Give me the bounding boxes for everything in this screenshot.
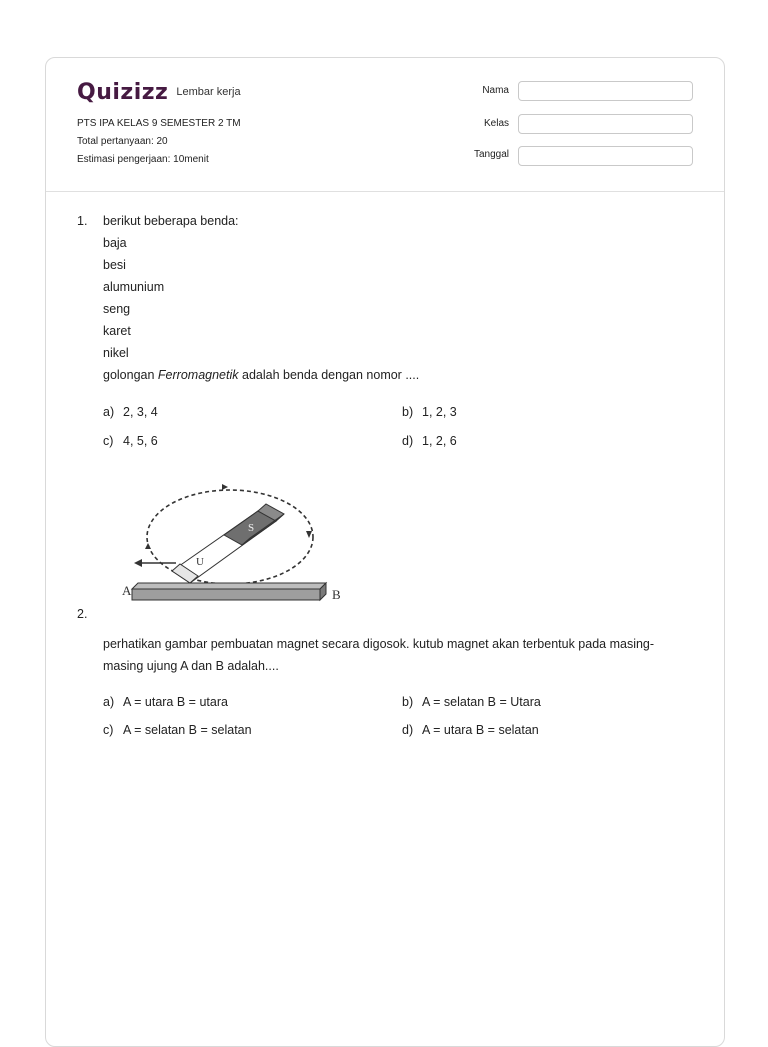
worksheet-header — [46, 58, 724, 192]
total-questions: Total pertanyaan: 20 — [77, 136, 168, 147]
prompt-text: golongan — [103, 368, 158, 382]
question-1-line: seng — [103, 302, 131, 316]
question-1-line: karet — [103, 324, 131, 338]
option-text: 4, 5, 6 — [123, 434, 158, 448]
q2-option-d[interactable] — [402, 723, 539, 737]
date-field[interactable] — [518, 146, 693, 166]
magnet-rubbing-diagram — [118, 483, 348, 618]
option-text: A = selatan B = Utara — [422, 695, 541, 709]
arrow-head-top — [222, 484, 228, 490]
q2-option-a[interactable] — [103, 695, 228, 709]
q1-option-a[interactable] — [103, 405, 158, 419]
worksheet-subtitle: Lembar kerja — [176, 86, 241, 98]
option-letter: a) — [103, 405, 115, 419]
question-2-number: 2. — [77, 607, 88, 621]
prompt-text: adalah benda dengan nomor .... — [238, 368, 420, 382]
worksheet-page — [45, 57, 725, 1047]
question-2-text — [103, 633, 654, 677]
quizizz-logo — [77, 80, 241, 104]
question-1-number: 1. — [77, 214, 88, 228]
q2-option-c[interactable] — [103, 723, 252, 737]
iron-bar-top — [132, 583, 326, 589]
question-1-line: berikut beberapa benda: — [103, 214, 239, 228]
question-2-line: masing ujung A dan B adalah.... — [103, 659, 279, 673]
logo-text: Quizizz — [77, 79, 169, 105]
option-letter: d) — [402, 723, 414, 737]
class-label: Kelas — [483, 118, 509, 129]
q1-option-b[interactable] — [402, 405, 457, 419]
date-label: Tanggal — [473, 149, 509, 160]
iron-bar-front — [132, 589, 320, 600]
arrow-head-right — [306, 531, 312, 538]
option-letter: c) — [103, 434, 114, 448]
question-2-line: perhatikan gambar pembuatan magnet secara digosok. kutub magnet akan terbentuk pada masing- — [103, 637, 655, 651]
question-1-text — [103, 210, 419, 386]
option-letter: c) — [103, 723, 114, 737]
label-b: B — [332, 587, 341, 602]
question-1-line: alumunium — [103, 280, 165, 294]
question-1-prompt — [103, 364, 419, 386]
option-text: A = utara B = selatan — [422, 723, 539, 737]
option-text: 1, 2, 3 — [422, 405, 457, 419]
option-text: 2, 3, 4 — [123, 405, 158, 419]
option-text: 1, 2, 6 — [422, 434, 457, 448]
q2-option-b[interactable] — [402, 695, 541, 709]
q1-option-c[interactable] — [103, 434, 158, 448]
question-1-line: baja — [103, 236, 127, 250]
question-1-line: besi — [103, 258, 126, 272]
name-field[interactable] — [518, 81, 693, 101]
option-text: A = utara B = utara — [123, 695, 228, 709]
option-text: A = selatan B = selatan — [123, 723, 252, 737]
label-u: U — [196, 556, 204, 568]
prompt-italic-term: Ferromagnetik — [157, 368, 239, 382]
name-label: Nama — [482, 85, 509, 96]
label-a: A — [122, 583, 132, 598]
quiz-title: PTS IPA KELAS 9 SEMESTER 2 TM — [77, 118, 241, 129]
question-1-line: nikel — [103, 346, 129, 360]
option-letter: b) — [402, 695, 414, 709]
option-letter: b) — [402, 405, 414, 419]
time-estimate: Estimasi pengerjaan: 10menit — [77, 154, 209, 165]
option-letter: a) — [103, 695, 115, 709]
option-letter: d) — [402, 434, 414, 448]
label-s: S — [248, 522, 255, 534]
arrow-head-left — [145, 543, 151, 549]
motion-arrow-head — [134, 559, 142, 567]
class-field[interactable] — [518, 114, 693, 134]
q1-option-d[interactable] — [402, 434, 457, 448]
